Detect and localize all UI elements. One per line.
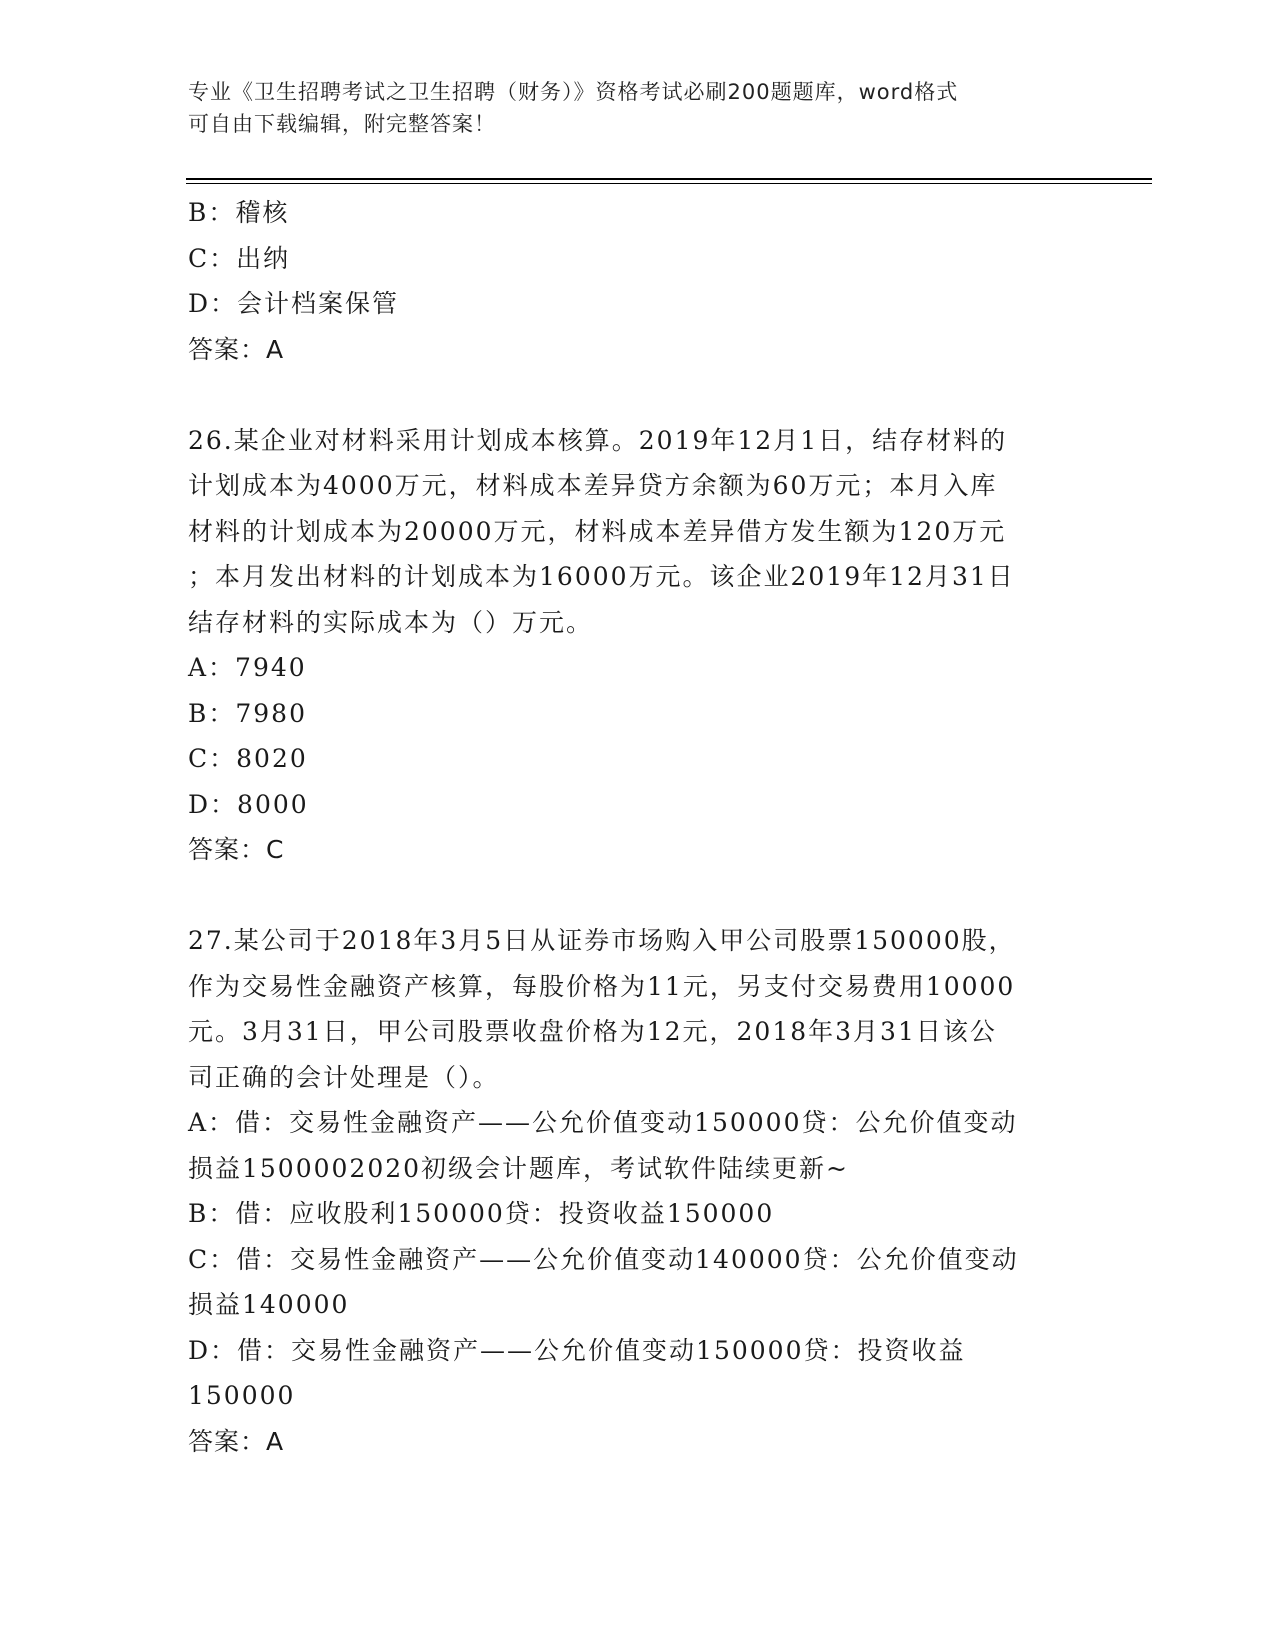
- question-spacer: [188, 873, 1068, 919]
- question-stem: [188, 918, 1068, 1100]
- option-c: C：出纳: [188, 243, 291, 273]
- option-a-continued: 损益1500002020初级会计题库，考试软件陆续更新~: [188, 1153, 850, 1183]
- question-spacer: [188, 372, 1068, 418]
- header-line: 可自由下载编辑，附完整答案！: [188, 112, 496, 136]
- stem-line: 计划成本为4000万元，材料成本差异贷方余额为60万元；本月入库: [188, 471, 998, 500]
- option-a: A：7940: [188, 653, 307, 682]
- header-line: 专业《卫生招聘考试之卫生招聘（财务）》资格考试必刷200题题库，word格式: [188, 80, 959, 104]
- stem-line: 作为交易性金融资产核算，每股价格为11元，另支付交易费用10000: [188, 971, 1016, 1001]
- stem-line: 材料的计划成本为20000万元，材料成本差异借方发生额为120万元: [188, 516, 1007, 546]
- header-divider: [186, 178, 1152, 180]
- option-c-continued: 损益140000: [188, 1290, 350, 1319]
- question-27: [188, 918, 1068, 1464]
- question-list: [188, 190, 1068, 1464]
- option-b: B：借：应收股利150000贷：投资收益150000: [188, 1199, 775, 1228]
- stem-line: 26.某企业对材料采用计划成本核算。2019年12月1日，结存材料的: [188, 425, 1008, 455]
- stem-line: 元。3月31日，甲公司股票收盘价格为12元，2018年3月31日该公: [188, 1017, 997, 1046]
- stem-line: 27.某公司于2018年3月5日从证券市场购入甲公司股票150000股，: [188, 926, 1016, 955]
- stem-line: 司正确的会计处理是（）。: [188, 1062, 500, 1092]
- question-26: [188, 418, 1068, 873]
- answer-label: 答案：A: [188, 334, 285, 364]
- stem-line: ；本月发出材料的计划成本为16000万元。该企业2019年12月31日: [188, 562, 1015, 591]
- answer-label: 答案：A: [188, 1426, 285, 1456]
- option-c: C：借：交易性金融资产——公允价值变动140000贷：公允价值变动: [188, 1244, 1019, 1274]
- option-d: D：8000: [188, 789, 309, 819]
- answer-label: 答案：C: [188, 835, 285, 864]
- option-d: D：会计档案保管: [188, 289, 400, 318]
- page-header: [188, 76, 1088, 140]
- option-d-continued: 150000: [188, 1381, 296, 1410]
- option-b: B：7980: [188, 698, 307, 728]
- question-stem: [188, 418, 1068, 646]
- stem-line: 结存材料的实际成本为（）万元。: [188, 607, 594, 637]
- option-a: A：借：交易性金融资产——公允价值变动150000贷：公允价值变动: [188, 1108, 1018, 1137]
- option-c: C：8020: [188, 744, 308, 773]
- option-d: D：借：交易性金融资产——公允价值变动150000贷：投资收益: [188, 1335, 966, 1365]
- option-b: B：稽核: [188, 198, 290, 227]
- question-25-tail: [188, 190, 1068, 372]
- header-divider: [186, 183, 1152, 184]
